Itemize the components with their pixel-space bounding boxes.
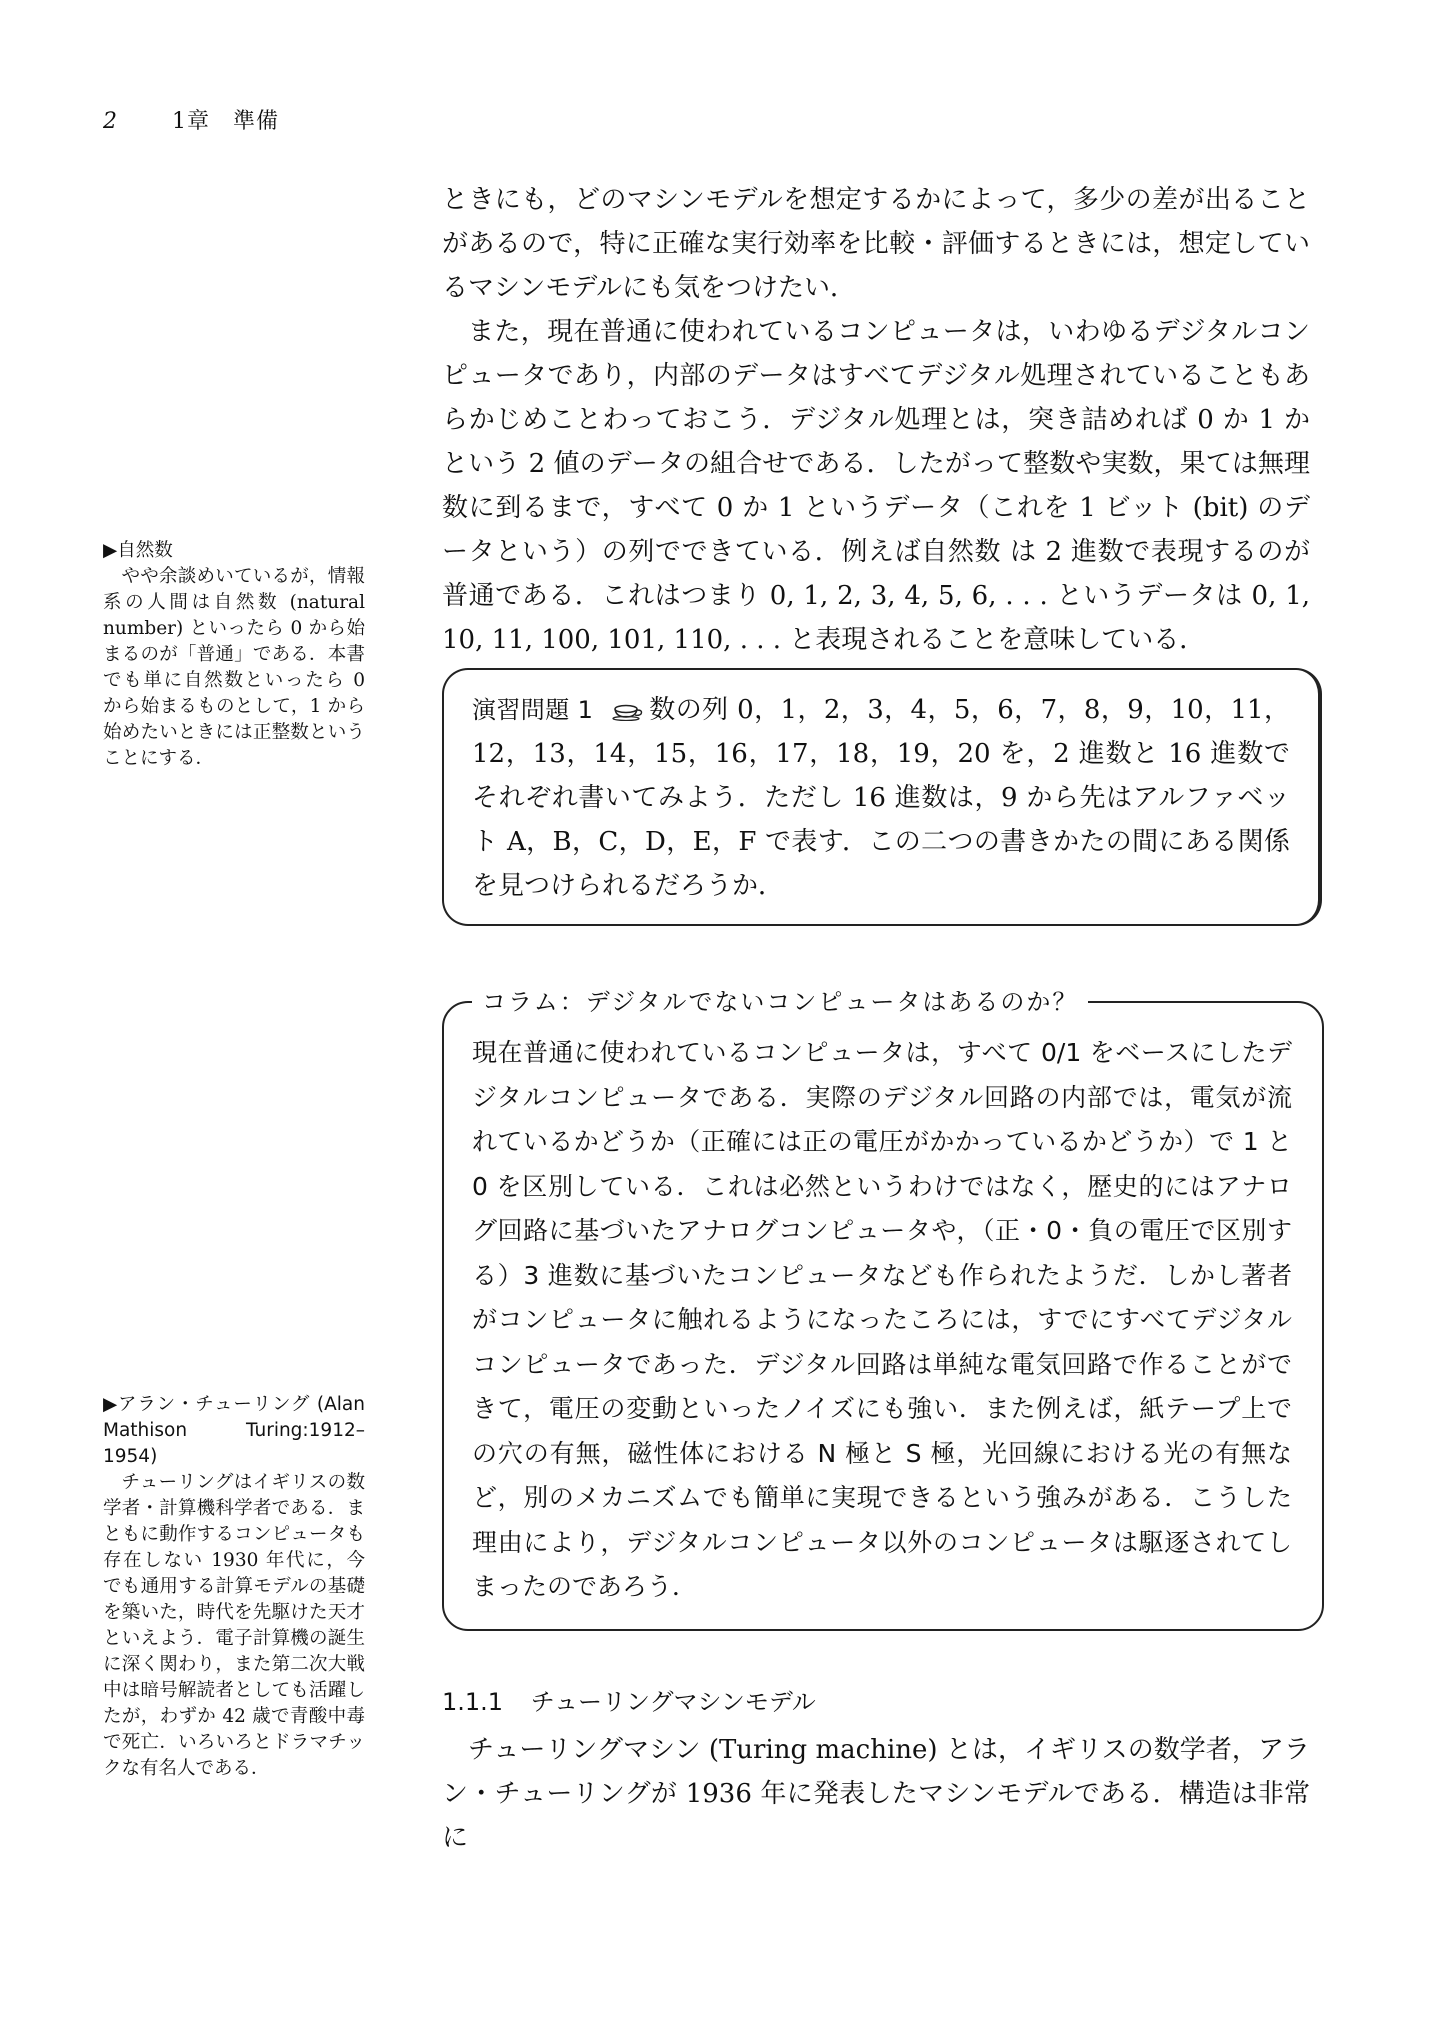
main-text-top — [442, 178, 1310, 662]
exercise-box — [442, 668, 1322, 926]
paragraph-2: また，現在普通に使われているコンピュータは，いわゆるデジタルコンピュータであり，内部のデータはすべてデジタル処理されていることもあらかじめことわっておこう．デジタル処理とは，突き詰めれば 0 か 1 かという 2 値のデータの組合せである．したがって整数や実数，果ては無理数に到るまで，すべて 0 か 1 というデータ（これを 1 ビット (bit) のデータという）の列でできている．例えば自然数 は 2 進数で表現するのが普通である．これはつまり 0, 1, 2, 3, 4, 5, 6, . . . というデータは 0, 1, 10, 11, 100, 101, 110, . . . と表現されることを意味している． — [442, 317, 1310, 655]
section-paragraph: チューリングマシン (Turing machine) とは，イギリスの数学者，アラン・チューリングが 1936 年に発表したマシンモデルである．構造は非常に — [442, 1735, 1310, 1853]
margin-note-body — [103, 564, 365, 772]
column-box — [442, 988, 1324, 1631]
column-body: 現在普通に使われているコンピュータは，すべて 0/1 をベースにしたデジタルコンピュータである．実際のデジタル回路の内部では，電気が流れているかどうか（正確には正の電圧がかかっているかどうか）で 1 と 0 を区別している．これは必然というわけではなく，歴史的にはアナログ回路に基づいたアナログコンピュータや，（正・0・負の電圧で区別する）3 進数に基づいたコンピュータなども作られたようだ．しかし著者がコンピュータに触れるようになったころには，すでにすべてデジタルコンピュータであった．デジタル回路は単純な電気回路で作ることができて，電圧の変動といったノイズにも強い．また例えば，紙テープ上での穴の有無，磁性体における N 極と S 極，光回線における光の有無など，別のメカニズムでも簡単に実現できるという強みがある．こうした理由により，デジタルコンピュータ以外のコンピュータは駆逐されてしまったのであろう． — [472, 1038, 1292, 1601]
column-title: コラム：デジタルでないコンピュータはあるのか？ — [472, 985, 1088, 1019]
running-header — [103, 104, 279, 135]
main-text-bottom — [442, 1728, 1310, 1860]
margin-note-title: ▶自然数 — [103, 540, 173, 561]
page-number: 2 — [103, 109, 117, 134]
exercise-body — [472, 688, 1290, 908]
section-number: 1.1.1 — [442, 1688, 504, 1716]
section-title: チューリングマシンモデル — [530, 1688, 816, 1716]
margin-note-term: 自然数 — [213, 592, 281, 613]
margin-note-title: ▶アラン・チューリング (Alan Mathison Turing:1912–1954) — [103, 1394, 365, 1467]
margin-note-turing — [103, 1392, 365, 1782]
paragraph-1: ときにも，どのマシンモデルを想定するかによって，多少の差が出ることがあるので，特に正確な実行効率を比較・評価するときには，想定しているマシンモデルにも気をつけたい． — [442, 185, 1310, 303]
chapter-title: 1章 準備 — [172, 109, 279, 134]
margin-note-natural-number — [103, 538, 365, 772]
coffee-cup-icon — [611, 701, 645, 721]
exercise-text: 数の列 0，1，2，3，4，5，6，7，8，9，10，11，12，13，14，15，16，17，18，19，20 を，2 進数と 16 進数でそれぞれ書いてみよう．ただし 16 進数は，9 から先はアルファベット A，B，C，D，E，F で表す．この二つの書きかたの間にある関係を見つけられるだろうか． — [472, 695, 1290, 901]
margin-note-body: チューリングはイギリスの数学者・計算機科学者である．まともに動作するコンピュータも存在しない 1930 年代に，今でも通用する計算モデルの基礎を築いた，時代を先駆けた天才といえよう．電子計算機の誕生に深く関わり，また第二次大戦中は暗号解読者としても活躍したが，わずか 42 歳で青酸中毒で死亡．いろいろとドラマチックな有名人である． — [103, 1472, 365, 1779]
margin-note-text: (natural number) といったら 0 から始まるのが「普通」である．本書でも単に自然数といったら 0 から始まるものとして，1 から始めたいときには正整数ということにする． — [103, 592, 365, 769]
exercise-label: 演習問題 1 — [472, 696, 593, 724]
margin-note-text: やや余談めいているが，情報系の人間は — [103, 566, 365, 613]
section-heading — [442, 1682, 816, 1717]
